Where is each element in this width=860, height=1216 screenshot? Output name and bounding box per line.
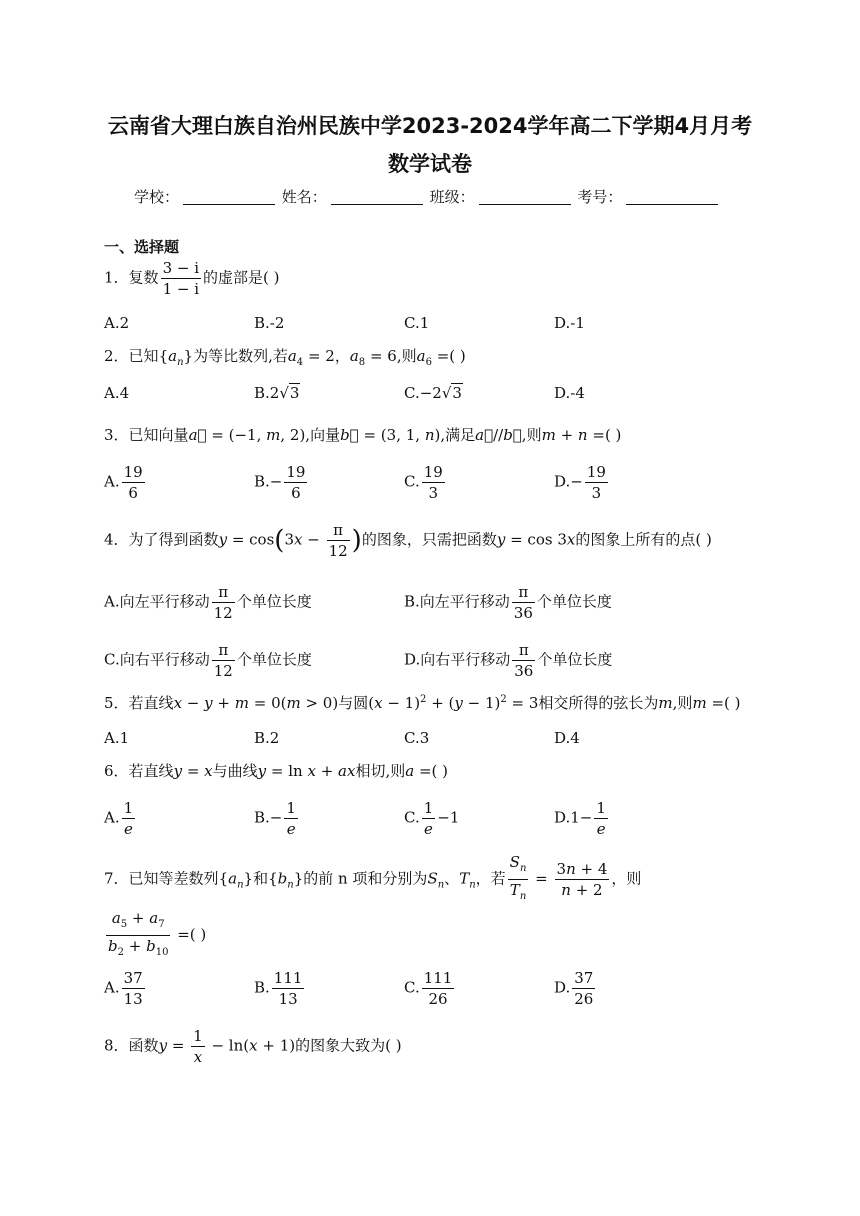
student-info-line: [134, 186, 720, 207]
class-blank[interactable]: [479, 188, 571, 205]
class-label: 班级：: [429, 188, 475, 206]
option-c[interactable]: C. $\frac{19}{3}$: [404, 463, 443, 502]
option-c[interactable]: C.−2√3: [404, 384, 462, 402]
option-c[interactable]: C.向右平行移动 $\frac{\pi}{12}$ 个单位长度: [104, 641, 312, 680]
option-a[interactable]: A. $\frac{37}{13}$: [104, 969, 143, 1008]
option-c[interactable]: C.3: [404, 729, 430, 747]
name-blank[interactable]: [331, 188, 423, 205]
question-2: 2．已知$\{a_n\}$为等比数列,若$a_4 = 2$，$a_8 = 6$,则$a_6$ =( ): [104, 347, 466, 368]
question-1: 1．复数 $\frac{3 - i}{1 - i}$ 的虚部是( ): [104, 259, 280, 298]
question-3: 3．已知向量a⃗ = (−1, m, 2),向量b⃗ = (3, 1, n),满足a⃗//b⃗,则m + n =( ): [104, 426, 622, 444]
option-b[interactable]: B.− $\frac{19}{6}$: [254, 463, 306, 502]
option-d[interactable]: D.向右平行移动 $\frac{\pi}{36}$ 个单位长度: [404, 641, 613, 680]
option-b[interactable]: B.-2: [254, 314, 285, 332]
option-a[interactable]: A. $\frac{19}{6}$: [104, 463, 143, 502]
option-d[interactable]: D.4: [554, 729, 580, 747]
question-6: 6．若直线y = x与曲线y = ln x + ax相切,则a =( ): [104, 762, 449, 780]
option-d[interactable]: D.-1: [554, 314, 585, 332]
option-a[interactable]: A.向左平行移动 $\frac{\pi}{12}$ 个单位长度: [104, 583, 312, 622]
exam-number-blank[interactable]: [626, 188, 718, 205]
option-c[interactable]: C.1: [404, 314, 430, 332]
option-b[interactable]: B. $\frac{111}{13}$: [254, 969, 303, 1008]
question-7-expression: $\frac{a_5 + a_7}{b_2 + b_{10}}$ =( ): [108, 909, 207, 958]
fraction: $\frac{3 - i}{1 - i}$: [162, 259, 200, 298]
option-d[interactable]: D. $\frac{37}{26}$: [554, 969, 594, 1008]
option-b[interactable]: B.向左平行移动 $\frac{\pi}{36}$ 个单位长度: [404, 583, 612, 622]
exam-number-label: 考号：: [577, 188, 623, 206]
exam-title: 云南省大理白族自治州民族中学2023-2024学年高二下学期4月月考: [107, 114, 753, 138]
option-b[interactable]: B.− $\frac{1}{e}$: [254, 799, 296, 838]
option-a[interactable]: A. $\frac{1}{e}$: [104, 799, 134, 838]
question-8: 8．函数y = $\frac{1}{x}$ − ln(x + 1)的图象大致为( ): [104, 1027, 402, 1066]
option-d[interactable]: D.-4: [554, 384, 585, 402]
section-heading: 一、选择题: [104, 238, 180, 256]
option-a[interactable]: A.1: [104, 729, 130, 747]
option-b[interactable]: B.2: [254, 729, 280, 747]
option-d[interactable]: D.1− $\frac{1}{e}$: [554, 799, 606, 838]
option-d[interactable]: D.− $\frac{19}{3}$: [554, 463, 606, 502]
question-7: 7．已知等差数列$\{a_n\}$和$\{b_n\}$的前 n 项和分别为$S_n$、$T_n$，若 $\frac{S_n}{T_n}$ = $\frac{3n + 4}{n + 2}$ ，则: [104, 853, 642, 902]
name-label: 姓名：: [281, 188, 327, 206]
question-5: 5．若直线x − y + m = 0(m > 0)与圆$(x - 1)^2 + (y - 1)^2 = 3$相交所得的弦长为m,则m =( ): [104, 694, 741, 712]
option-a[interactable]: A.4: [104, 384, 130, 402]
option-c[interactable]: C. $\frac{111}{26}$: [404, 969, 453, 1008]
school-blank[interactable]: [183, 188, 275, 205]
option-b[interactable]: B.2√3: [254, 384, 300, 402]
option-a[interactable]: A.2: [104, 314, 130, 332]
exam-subtitle: 数学试卷: [388, 152, 472, 176]
option-c[interactable]: C. $\frac{1}{e}$ −1: [404, 799, 460, 838]
school-label: 学校：: [134, 188, 180, 206]
question-4: 4．为了得到函数y = cos(3x − $\frac{\pi}{12}$ )的图象，只需把函数y = cos 3x的图象上所有的点( ): [104, 521, 712, 560]
